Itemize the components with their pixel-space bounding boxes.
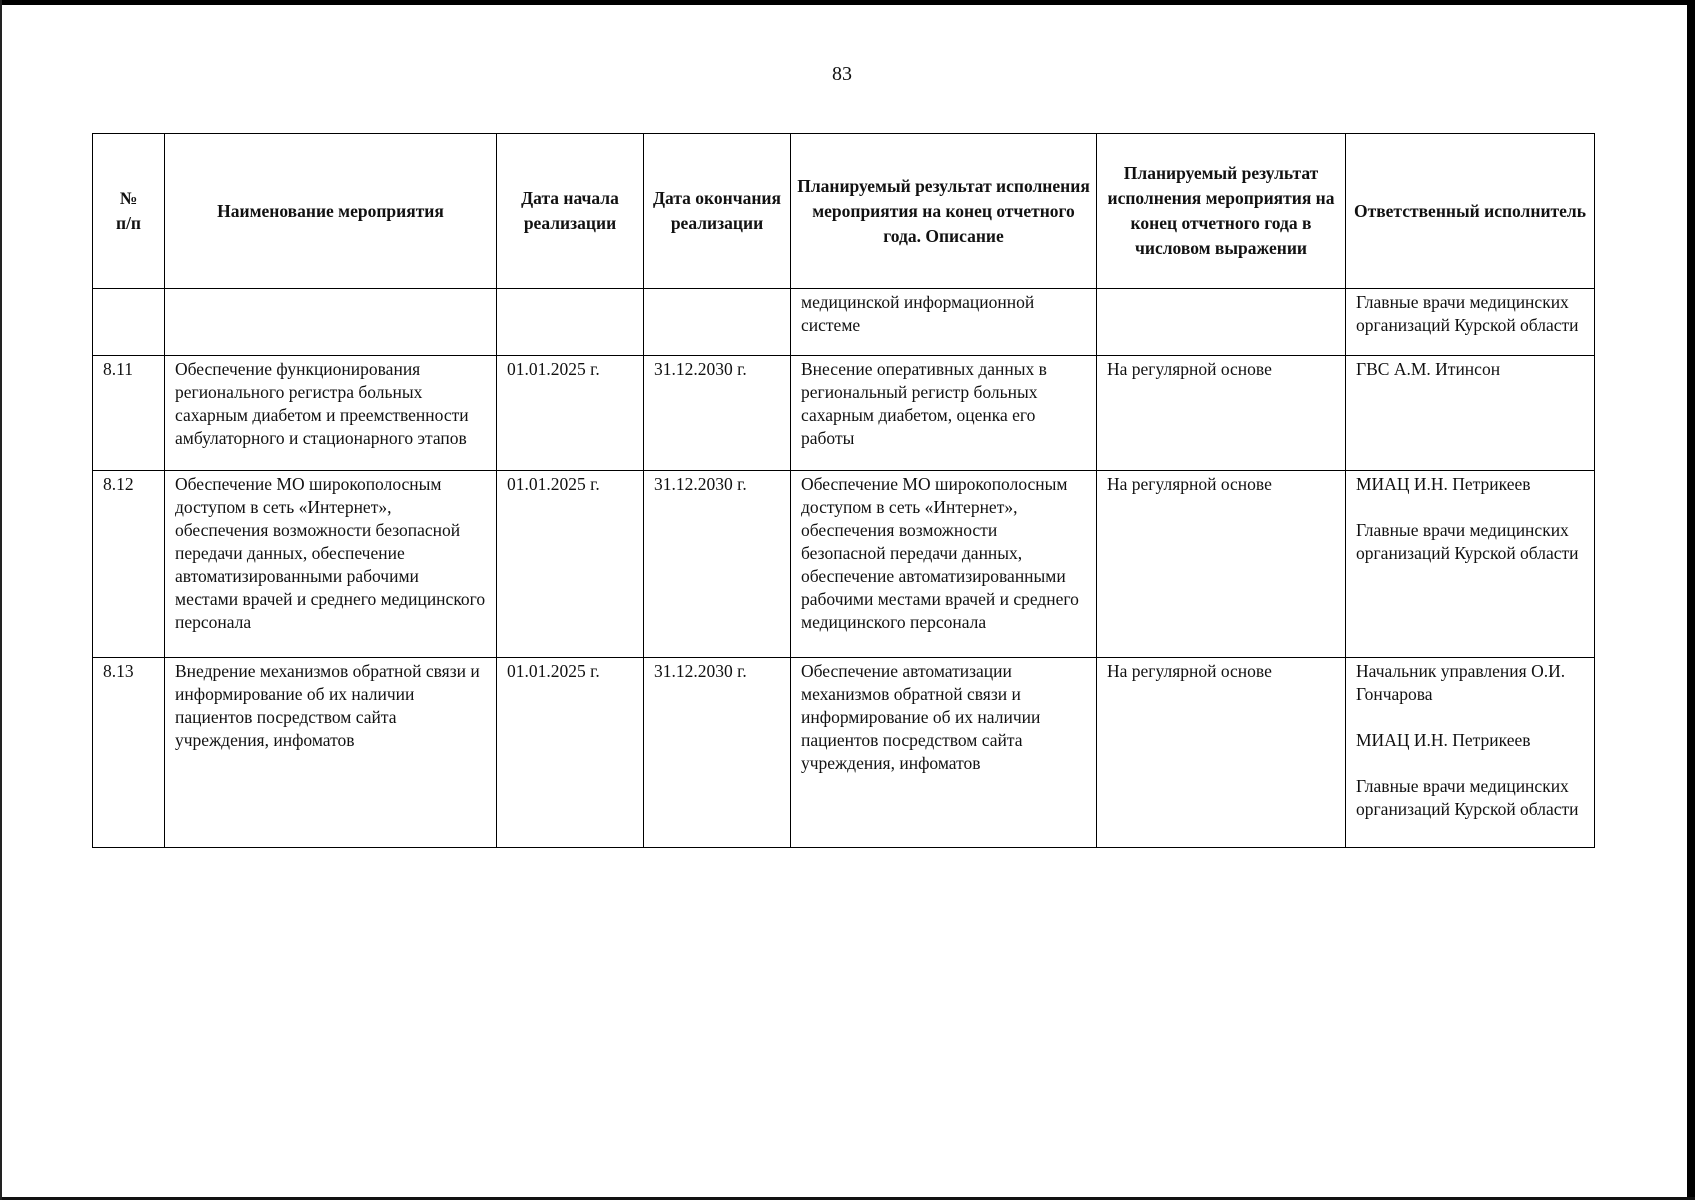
row-responsible — [1346, 356, 1595, 471]
measures-table — [92, 133, 1595, 848]
table-row — [93, 658, 1595, 848]
header-result-description: Планируемый результат исполнения мероприятия на конец отчетного года. Описание — [791, 134, 1097, 289]
scan-border-top — [0, 0, 1695, 5]
row-num: 8.12 — [93, 471, 165, 658]
responsible-line: Главные врачи медицинских организаций Курской области — [1356, 292, 1579, 335]
spacer — [1356, 496, 1584, 519]
responsible-line: МИАЦ И.Н. Петрикеев — [1356, 474, 1531, 494]
row-start-date — [497, 289, 644, 356]
row-result-description: Обеспечение автоматизации механизмов обратной связи и информирование об их наличии пациентов посредством сайта учреждения, инфоматов — [791, 658, 1097, 848]
row-name: Внедрение механизмов обратной связи и информирование об их наличии пациентов посредством сайта учреждения, инфоматов — [165, 658, 497, 848]
row-responsible — [1346, 658, 1595, 848]
row-start-date: 01.01.2025 г. — [497, 658, 644, 848]
responsible-line: МИАЦ И.Н. Петрикеев — [1356, 730, 1531, 750]
responsible-line: Главные врачи медицинских организаций Курской области — [1356, 520, 1579, 563]
row-num: 8.13 — [93, 658, 165, 848]
scan-border-right — [1687, 0, 1695, 1200]
row-name — [165, 289, 497, 356]
row-responsible — [1346, 289, 1595, 356]
row-num — [93, 289, 165, 356]
row-result-numeric: На регулярной основе — [1097, 356, 1346, 471]
row-end-date: 31.12.2030 г. — [644, 658, 791, 848]
table-row — [93, 356, 1595, 471]
row-end-date: 31.12.2030 г. — [644, 356, 791, 471]
row-num: 8.11 — [93, 356, 165, 471]
table-row — [93, 289, 1595, 356]
header-result-numeric: Планируемый результат исполнения мероприятия на конец отчетного года в числовом выражении — [1097, 134, 1346, 289]
header-start-date: Дата начала реализации — [497, 134, 644, 289]
row-result-description: медицинской информационной системе — [791, 289, 1097, 356]
header-name: Наименование мероприятия — [165, 134, 497, 289]
row-result-numeric: На регулярной основе — [1097, 471, 1346, 658]
row-name: Обеспечение функционирования регионального регистра больных сахарным диабетом и преемственности амбулаторного и стационарного этапов — [165, 356, 497, 471]
row-result-numeric — [1097, 289, 1346, 356]
header-num: № п/п — [93, 134, 165, 289]
row-result-description: Обеспечение МО широкополосным доступом в сеть «Интернет», обеспечения возможности безопасной передачи данных, обеспечение автоматизированными рабочими местами врачей и среднего медицинского персонала — [791, 471, 1097, 658]
responsible-line: Начальник управления О.И. Гончарова — [1356, 661, 1566, 704]
row-start-date: 01.01.2025 г. — [497, 356, 644, 471]
scan-border-left — [0, 0, 2, 1200]
spacer — [1356, 752, 1584, 775]
table-header-row — [93, 134, 1595, 289]
row-result-description: Внесение оперативных данных в региональный регистр больных сахарным диабетом, оценка его работы — [791, 356, 1097, 471]
row-responsible — [1346, 471, 1595, 658]
row-end-date — [644, 289, 791, 356]
header-responsible: Ответственный исполнитель — [1346, 134, 1595, 289]
row-name: Обеспечение МО широкополосным доступом в сеть «Интернет», обеспечения возможности безопасной передачи данных, обеспечение автоматизированными рабочими местами врачей и среднего медицинского персонала — [165, 471, 497, 658]
table-row — [93, 471, 1595, 658]
row-start-date: 01.01.2025 г. — [497, 471, 644, 658]
page-number: 83 — [832, 63, 852, 85]
spacer — [1356, 706, 1584, 729]
responsible-line: Главные врачи медицинских организаций Курской области — [1356, 776, 1579, 819]
row-result-numeric: На регулярной основе — [1097, 658, 1346, 848]
header-end-date: Дата окончания реализации — [644, 134, 791, 289]
row-end-date: 31.12.2030 г. — [644, 471, 791, 658]
responsible-line: ГВС А.М. Итинсон — [1356, 359, 1501, 379]
